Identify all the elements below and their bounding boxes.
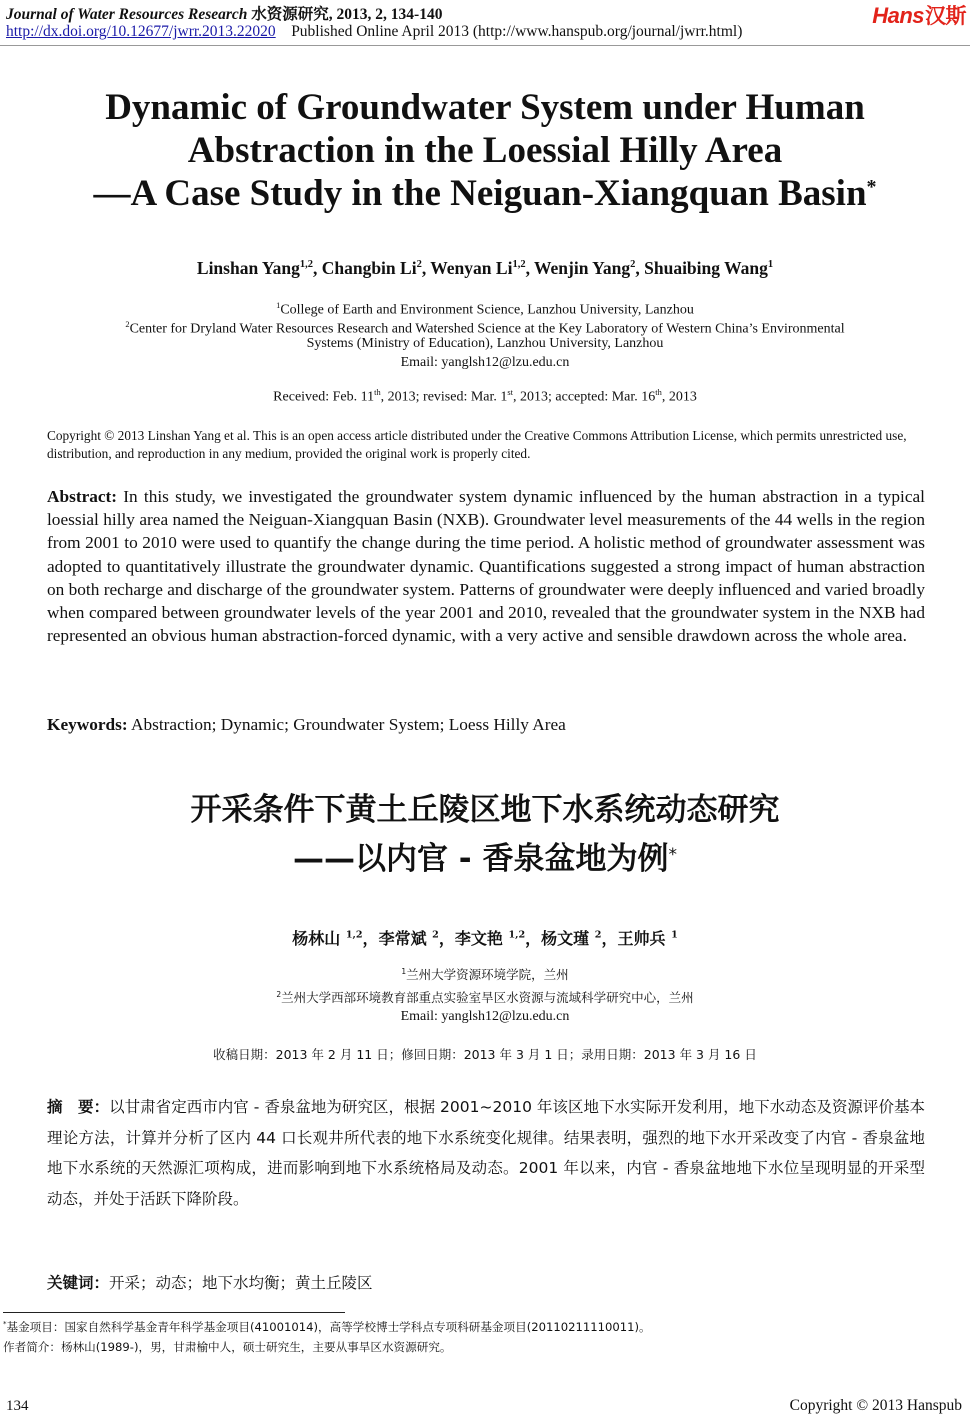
author: Linshan Yang$^{1,2}$, <box>196 258 322 278</box>
author: Changbin Li$^2$, <box>321 258 431 278</box>
author: 王帅兵 $^1$ <box>617 929 678 948</box>
author: 杨林山 $^{1,2}$， <box>292 929 379 948</box>
author: Wenjin Yang$^2$, <box>534 258 645 278</box>
license-notice: Copyright © 2013 Linshan Yang et al. This is an open access article distributed under the Creative Commons Attribution License, which permits unrestricted use, distribution, and reproduction in any medium, provided the original work is properly cited. <box>47 428 907 461</box>
english-authors <box>0 258 970 279</box>
author-bio-footnote: 作者简介：杨林山(1989-)，男，甘肃榆中人，硕士研究生，主要从事旱区水资源研究。 <box>3 1340 452 1354</box>
title-line: ——以内官 - 香泉盆地为例* <box>293 841 677 877</box>
chinese-author-email: Email: yanglsh12@lzu.edu.cn <box>400 1009 570 1024</box>
footer-copyright: Copyright © 2013 Hanspub <box>789 1397 962 1414</box>
chinese-keywords <box>47 1271 373 1293</box>
english-abstract <box>47 485 925 647</box>
page-number: 134 <box>6 1398 29 1414</box>
chinese-affiliation-2: $^2$兰州大学西部环境教育部重点实验室旱区水资源与流域科学研究中心，兰州 <box>276 990 694 1006</box>
author: 李文艳 $^{1,2}$， <box>454 929 542 948</box>
chinese-affiliation-1: $^1$兰州大学资源环境学院，兰州 <box>401 967 569 983</box>
chinese-keywords-text: 开采；动态；地下水均衡；黄土丘陵区 <box>109 1274 373 1292</box>
title-line: Abstraction in the Loessial Hilly Area <box>187 130 783 171</box>
abstract-text: In this study, we investigated the groundwater system dynamic influenced by the human abstraction in a typical loessial hilly area named the Neiguan-Xiangquan Basin (NXB). Groundwater level measurements of the 44 wells in the region from 2001 to 2010 were used to quantify the change during the time period. A holistic method of groundwater assessment was adopted to quantitatively illustrate the groundwater dynamic. Quantifications suggested a strong impact of human abstraction on both recharge and discharge of the groundwater system. Patterns of groundwater were deeply influenced and varied broadly when compared between groundwater levels of the year 2001 and 2010, revealed that the groundwater system in the NXB had represented an obvious human abstraction-forced dynamic, with a very active and sensible drawdown across the whole area. <box>47 487 925 646</box>
logo-latin: Hans <box>872 3 924 28</box>
chinese-abstract-text: 以甘肃省定西市内官 - 香泉盆地为研究区，根据 2001~2010 年该区地下水实际开发利用，地下水动态及资源评价基本理论方法，计算并分析了区内 44 口长观井所代表的地下水系统变化规律。结果表明，强烈的地下水开采改变了内官 - 香泉盆地地下水系统的天然源汇项构成，进而影响到地下水系统格局及动态。2001 年以来，内官 - 香泉盆地地下水位呈现明显的开采型动态，并处于活跃下降阶段。 <box>47 1098 925 1208</box>
affiliation-1: $^1$College of Earth and Environment Science, Lanzhou University, Lanzhou <box>276 301 694 318</box>
funding-footnote: *基金项目：国家自然科学基金青年科学基金项目(41001014)，高等学校博士学科点专项科研基金项目(20110211110011)。 <box>3 1320 651 1334</box>
title-line: Dynamic of Groundwater System under Human <box>105 87 865 128</box>
chinese-received-dates: 收稿日期：2013 年 2 月 11 日；修回日期：2013 年 3 月 1 日；录用日期：2013 年 3 月 16 日 <box>213 1047 757 1062</box>
published-note: Published Online April 2013 (http://www.hanspub.org/journal/jwrr.html) <box>291 23 743 40</box>
affiliation-2: $^2$Center for Dryland Water Resources Research and Watershed Science at the Key Laboratory of Western China’s Environmental <box>125 320 845 337</box>
author-email: Email: yanglsh12@lzu.edu.cn <box>400 355 570 370</box>
author: 杨文瑾 $^2$， <box>541 929 618 948</box>
journal-name: Journal of Water Resources Research <box>6 6 248 23</box>
title-footnote-mark: * <box>668 845 677 865</box>
header-divider <box>0 45 970 46</box>
keywords-text: Abstraction; Dynamic; Groundwater System; Loess Hilly Area <box>127 715 566 734</box>
affiliation-2-continued: Systems (Ministry of Education), Lanzhou University, Lanzhou <box>306 336 664 351</box>
abstract-label: Abstract: <box>47 487 118 506</box>
footnote-divider <box>3 1312 345 1313</box>
title-footnote-mark: * <box>866 176 877 198</box>
received-dates: Received: Feb. 11th, 2013; revised: Mar. 1st, 2013; accepted: Mar. 16th, 2013 <box>273 388 697 405</box>
doi-link[interactable]: http://dx.doi.org/10.12677/jwrr.2013.22020 <box>6 23 276 40</box>
chinese-abstract-label: 摘 要： <box>47 1098 110 1116</box>
author: Shuaibing Wang$^1$ <box>644 258 774 278</box>
title-line: 开采条件下黄土丘陵区地下水系统动态研究 <box>190 792 780 828</box>
chinese-abstract <box>47 1092 925 1214</box>
journal-issue: 水资源研究, 2013, 2, 134-140 <box>247 6 443 23</box>
author: 李常斌 $^2$， <box>378 929 455 948</box>
english-title <box>0 86 970 215</box>
chinese-authors <box>0 926 970 949</box>
chinese-title <box>0 786 970 884</box>
journal-header <box>6 2 442 24</box>
author: Wenyan Li$^{1,2}$, <box>430 258 534 278</box>
logo-chinese: 汉斯 <box>925 5 966 28</box>
chinese-keywords-label: 关键词： <box>47 1274 110 1292</box>
hans-logo <box>872 0 966 30</box>
publication-info <box>6 23 742 41</box>
english-keywords <box>47 715 566 735</box>
keywords-label: Keywords: <box>47 715 128 734</box>
title-line: —A Case Study in the Neiguan-Xiangquan Basin* <box>93 173 877 214</box>
